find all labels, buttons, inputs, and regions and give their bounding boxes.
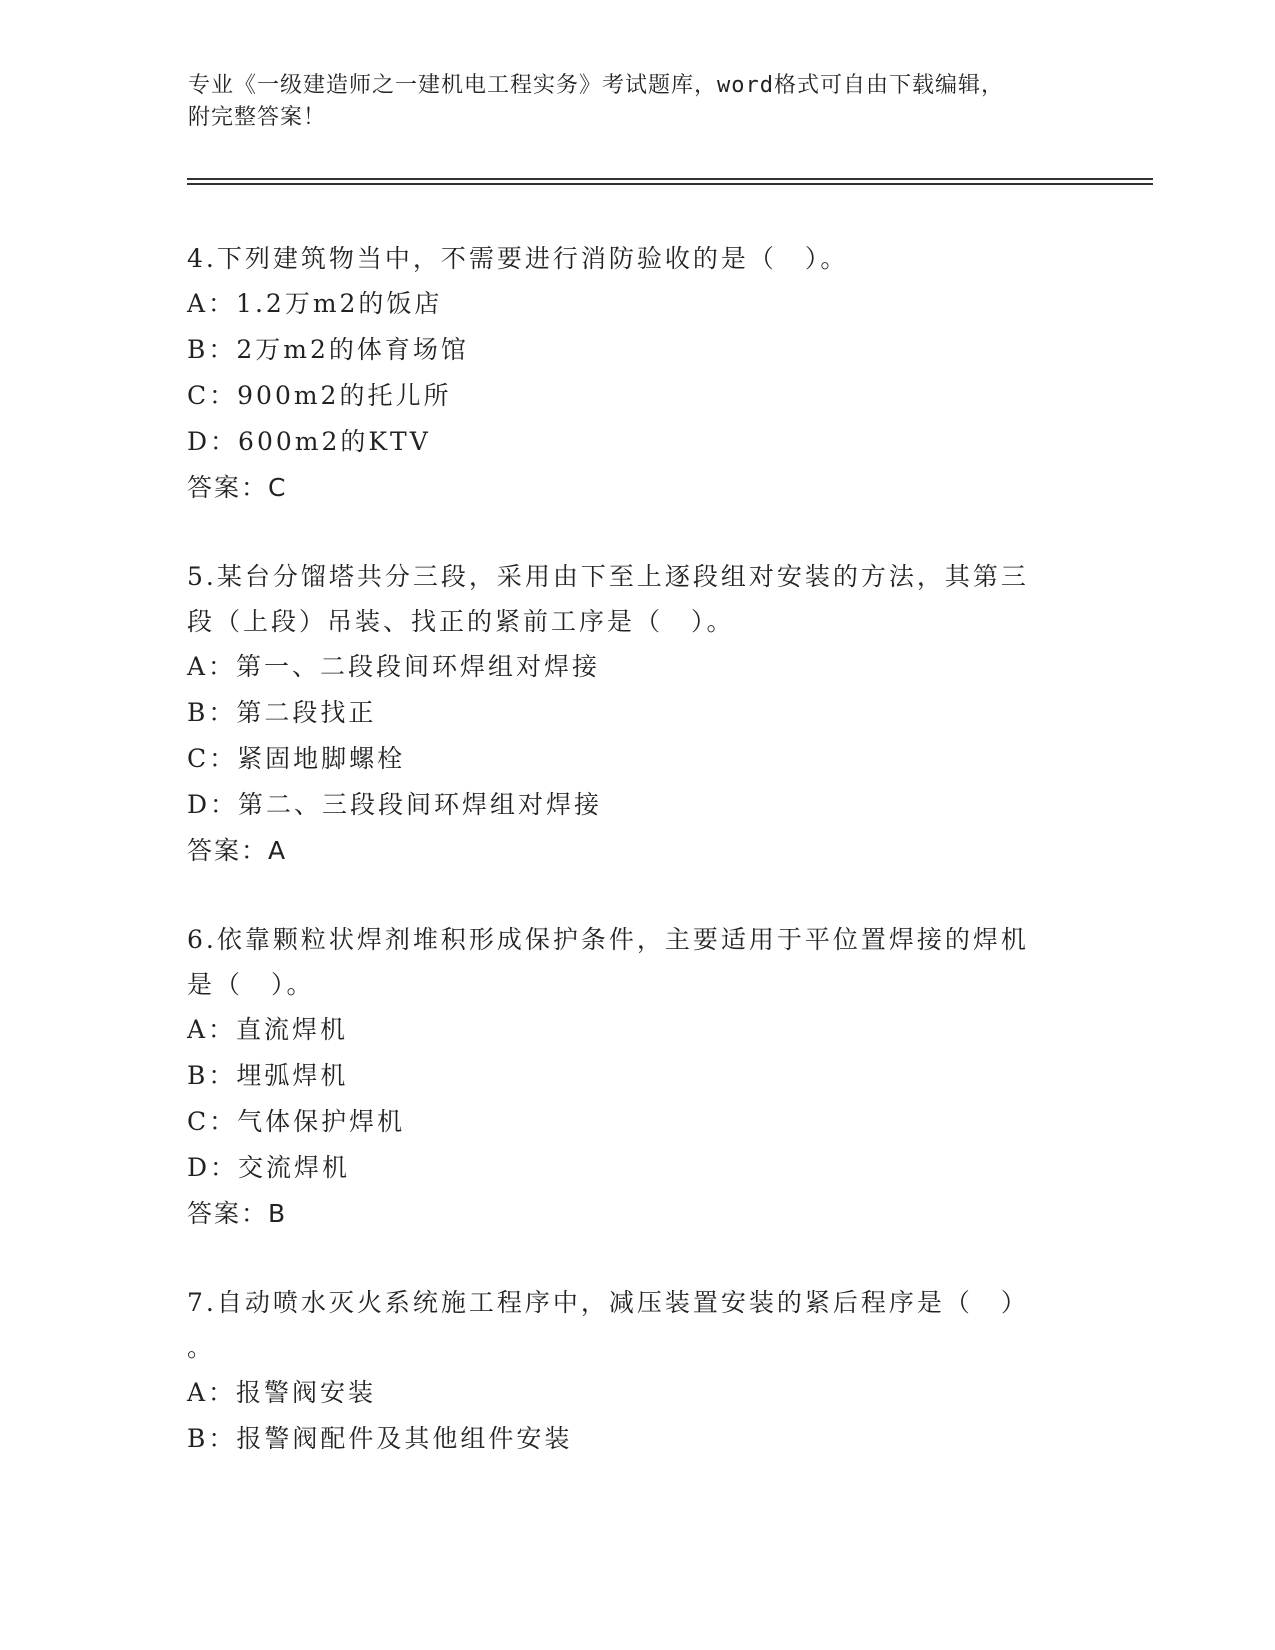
question-stem: 7.自动喷水灭火系统施工程序中，减压装置安装的紧后程序是（ ） bbox=[187, 1288, 1029, 1317]
header-divider-top bbox=[187, 178, 1153, 180]
option-a: A：直流焊机 bbox=[187, 1015, 349, 1044]
answer-label: 答案：B bbox=[187, 1199, 288, 1228]
question-stem: 6.依靠颗粒状焊剂堆积形成保护条件，主要适用于平位置焊接的焊机 bbox=[187, 925, 1029, 954]
option-b: B：2万m2的体育场馆 bbox=[187, 335, 469, 364]
question-list bbox=[187, 236, 1087, 1505]
header-divider-bottom bbox=[187, 183, 1153, 185]
question-7 bbox=[187, 1280, 1087, 1462]
header-line-2: 附完整答案！ bbox=[188, 105, 327, 130]
answer-label: 答案：A bbox=[187, 836, 288, 865]
question-stem: 4.下列建筑物当中，不需要进行消防验收的是（ ）。 bbox=[187, 244, 849, 273]
question-stem-continued: 。 bbox=[187, 1333, 216, 1362]
option-a: A：报警阀安装 bbox=[187, 1378, 377, 1407]
question-4 bbox=[187, 236, 1087, 511]
header-line-1: 专业《一级建造师之一建机电工程实务》考试题库，word格式可自由下载编辑， bbox=[188, 73, 1004, 98]
option-c: C：900m2的托儿所 bbox=[187, 381, 452, 410]
option-b: B：第二段找正 bbox=[187, 698, 377, 727]
option-a: A：1.2万m2的饭店 bbox=[187, 289, 443, 318]
answer-label: 答案：C bbox=[187, 473, 288, 502]
option-d: D：600m2的KTV bbox=[187, 427, 431, 456]
question-stem-continued: 是（ ）。 bbox=[187, 970, 315, 999]
question-5 bbox=[187, 554, 1087, 874]
document-header bbox=[188, 70, 1068, 134]
option-d: D：第二、三段段间环焊组对焊接 bbox=[187, 790, 603, 819]
option-a: A：第一、二段段间环焊组对焊接 bbox=[187, 652, 601, 681]
question-stem: 5.某台分馏塔共分三段，采用由下至上逐段组对安装的方法，其第三 bbox=[187, 562, 1029, 591]
question-6 bbox=[187, 917, 1087, 1237]
option-b: B：埋弧焊机 bbox=[187, 1061, 349, 1090]
option-c: C：气体保护焊机 bbox=[187, 1107, 406, 1136]
question-stem-continued: 段（上段）吊装、找正的紧前工序是（ ）。 bbox=[187, 607, 735, 636]
option-d: D：交流焊机 bbox=[187, 1153, 351, 1182]
option-b: B：报警阀配件及其他组件安装 bbox=[187, 1424, 573, 1453]
option-c: C：紧固地脚螺栓 bbox=[187, 744, 406, 773]
